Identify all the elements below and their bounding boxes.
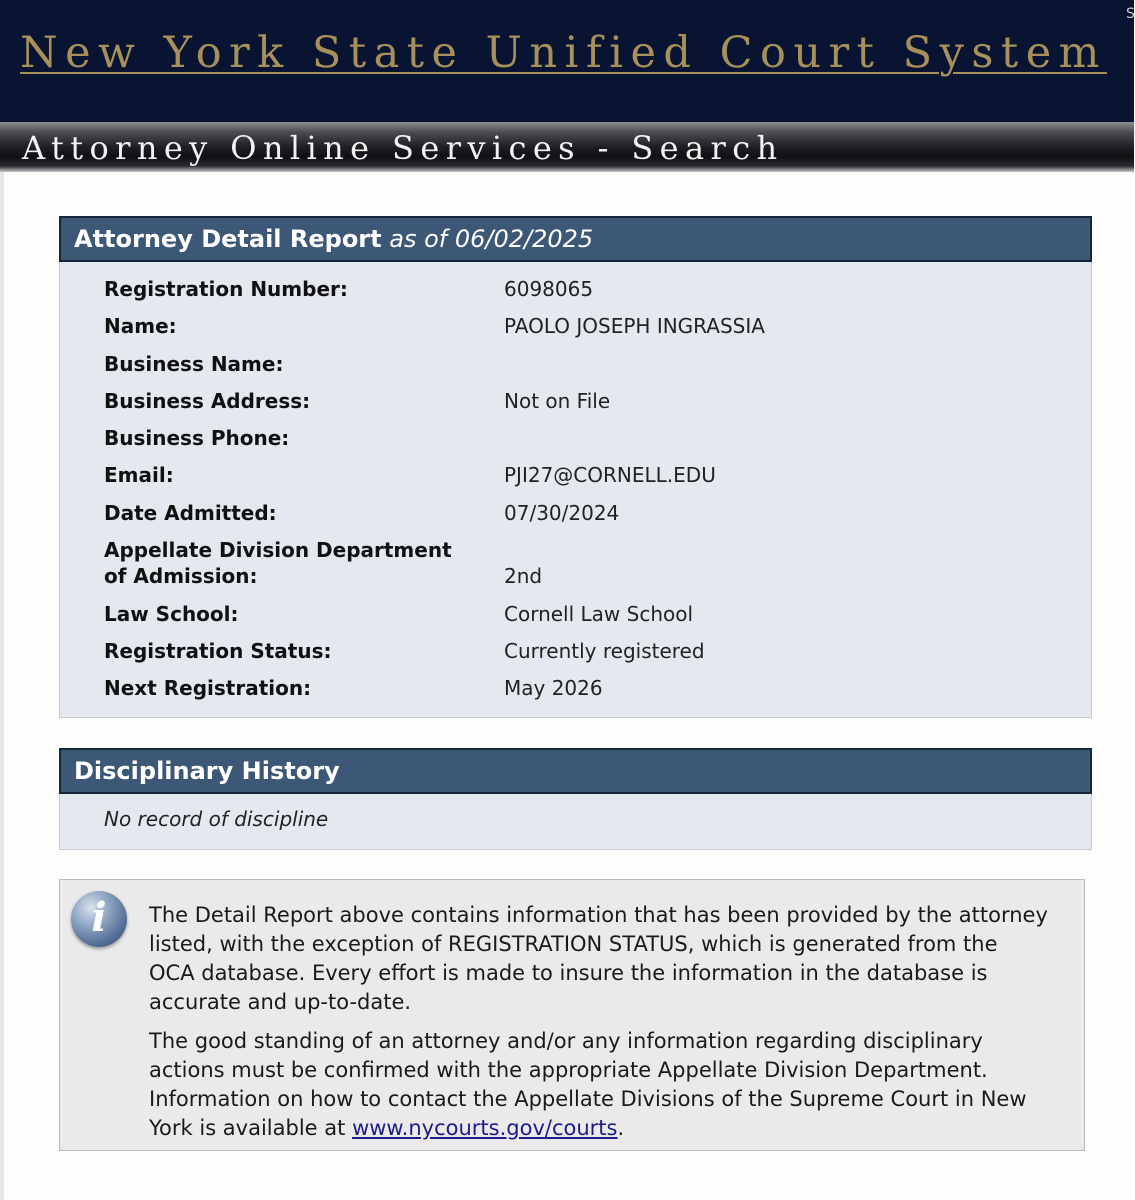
info-icon [71, 891, 127, 947]
field-value: PJI27@CORNELL.EDU [504, 463, 716, 487]
info-paragraph-2-text: The good standing of an attorney and/or any information regarding disciplinary actions must be confirmed with the appropriate Appellate Division Department. Information on how to contact the Appellate Divisions of the Supreme Court in New York is available at [149, 1029, 1027, 1140]
field-value: Cornell Law School [504, 602, 694, 626]
info-paragraph-2-end: . [617, 1116, 625, 1140]
info-icon-glyph: i [91, 894, 107, 941]
detail-report-as-of: as of 06/02/2025 [389, 225, 594, 253]
field-value: Currently registered [504, 639, 705, 663]
field-label: Business Phone: [104, 426, 290, 450]
field-label: Date Admitted: [104, 501, 277, 525]
detail-report-title: Attorney Detail Report [74, 225, 382, 253]
left-edge-divider [0, 172, 4, 1200]
field-value: 07/30/2024 [504, 501, 620, 525]
info-paragraph-2 [149, 1027, 1049, 1143]
field-label: Business Name: [104, 352, 284, 376]
disciplinary-history-title: Disciplinary History [74, 757, 340, 785]
field-label: Name: [104, 314, 177, 338]
disciplinary-history-header [59, 748, 1092, 794]
field-label [104, 537, 504, 589]
info-paragraph-1: The Detail Report above contains information that has been provided by the attorney listed, with the exception of REGISTRATION STATUS, which is generated from the OCA database. Every effort is made to insure the information in the database is accurate and up-to-date. [149, 903, 1048, 1014]
site-title-link[interactable]: New York State Unified Court System [20, 28, 1107, 78]
field-label: Business Address: [104, 389, 311, 413]
field-value: 6098065 [504, 277, 594, 301]
disciplinary-history-panel [59, 748, 1092, 850]
field-label: Registration Status: [104, 639, 332, 663]
field-value: Not on File [504, 389, 611, 413]
info-notice-box [59, 879, 1085, 1151]
field-value: PAOLO JOSEPH INGRASSIA [504, 314, 765, 338]
no-record-text: No record of discipline [104, 807, 329, 831]
page-subtitle: Attorney Online Services - Search [22, 129, 784, 167]
attorney-detail-header [59, 216, 1092, 262]
field-value: May 2026 [504, 676, 603, 700]
attorney-detail-panel [59, 216, 1092, 718]
field-label: Next Registration: [104, 676, 312, 700]
corner-glyph: S [1126, 6, 1135, 22]
info-text [149, 901, 1049, 1153]
field-label-line: of Admission: [104, 564, 258, 588]
field-label: Law School: [104, 602, 239, 626]
field-value: 2nd [504, 564, 543, 588]
nycourts-link[interactable]: www.nycourts.gov/courts [352, 1116, 618, 1140]
top-banner [0, 0, 1134, 122]
field-label-line: Appellate Division Department [104, 538, 452, 562]
field-label: Registration Number: [104, 277, 348, 301]
field-label: Email: [104, 463, 174, 487]
